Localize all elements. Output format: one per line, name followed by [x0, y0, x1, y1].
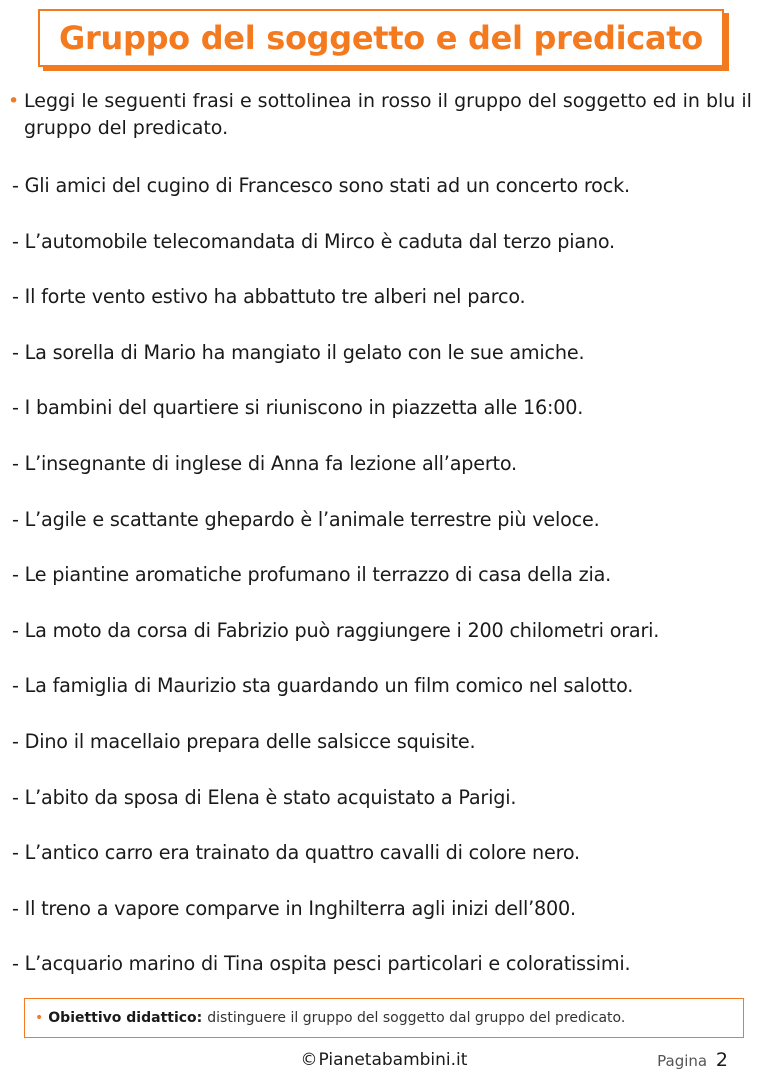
- sentence-item: - L’insegnante di inglese di Anna fa lezione all’aperto.: [12, 451, 517, 475]
- sentence-item: - L’automobile telecomandata di Mirco è caduta dal terzo piano.: [12, 229, 615, 253]
- instruction-bullet-icon: •: [8, 90, 20, 112]
- sentence-list: [12, 174, 757, 1008]
- page-number: 2: [715, 1049, 728, 1071]
- sentence-item: - L’acquario marino di Tina ospita pesci particolari e coloratissimi.: [12, 952, 631, 976]
- sentence-item: - La famiglia di Maurizio sta guardando un film comico nel salotto.: [12, 674, 634, 698]
- instruction: [8, 88, 753, 142]
- sentence-item: - Il treno a vapore comparve in Inghilterra agli inizi dell’800.: [12, 896, 576, 920]
- footer-brand: [0, 1050, 768, 1070]
- sentence-item: - Il forte vento estivo ha abbattuto tre alberi nel parco.: [12, 285, 526, 309]
- sentence-item: - I bambini del quartiere si riuniscono in piazzetta alle 16:00.: [12, 396, 584, 420]
- sentence-item: - Dino il macellaio prepara delle salsicce squisite.: [12, 729, 476, 753]
- sentence-item: - L’agile e scattante ghepardo è l’animale terrestre più veloce.: [12, 507, 600, 531]
- page-label: Pagina: [657, 1052, 708, 1070]
- objective-label: Obiettivo didattico:: [48, 1010, 203, 1026]
- instruction-text: Leggi le seguenti frasi e sottolinea in rosso il gruppo del soggetto ed in blu il gruppo del predicato.: [24, 90, 752, 139]
- copyright-icon: ©: [300, 1050, 318, 1070]
- title-box: [38, 9, 724, 67]
- brand-name: Pianetabambini.it: [318, 1050, 468, 1070]
- sentence-item: - La sorella di Mario ha mangiato il gelato con le sue amiche.: [12, 340, 585, 364]
- sentence-item: - L’abito da sposa di Elena è stato acquistato a Parigi.: [12, 785, 517, 809]
- page-indicator: [657, 1049, 728, 1071]
- objective-bullet-icon: •: [35, 1010, 44, 1026]
- page-title: Gruppo del soggetto e del predicato: [59, 19, 703, 57]
- sentence-item: - La moto da corsa di Fabrizio può raggiungere i 200 chilometri orari.: [12, 618, 660, 642]
- sentence-item: - Le piantine aromatiche profumano il terrazzo di casa della zia.: [12, 563, 612, 587]
- sentence-item: - L’antico carro era trainato da quattro cavalli di colore nero.: [12, 841, 580, 865]
- objective-text: distinguere il gruppo del soggetto dal gruppo del predicato.: [207, 1010, 626, 1026]
- objective-box: [24, 998, 744, 1038]
- sentence-item: - Gli amici del cugino di Francesco sono stati ad un concerto rock.: [12, 174, 630, 197]
